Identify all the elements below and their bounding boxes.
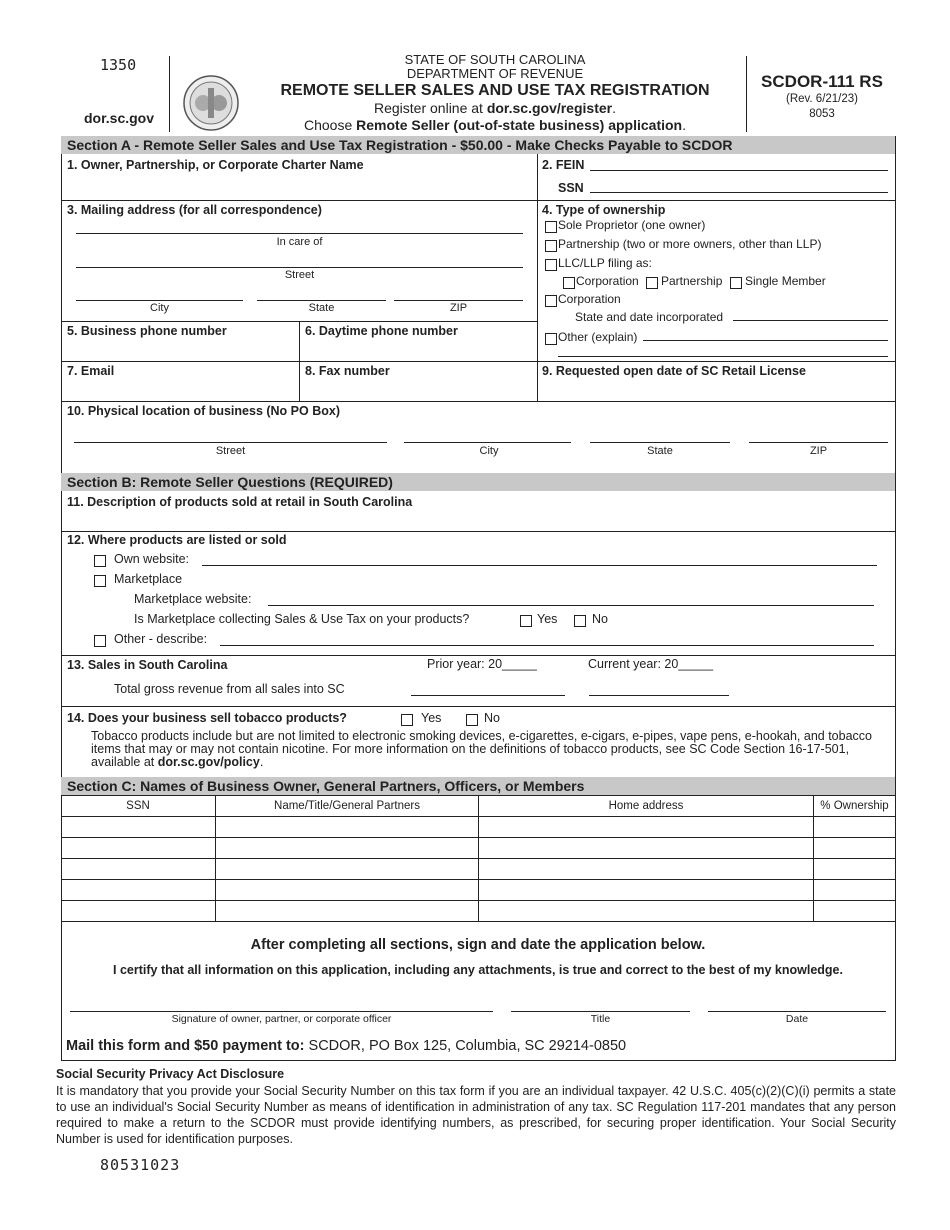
col-home-address: Home address	[479, 796, 814, 817]
revision: (Rev. 6/21/23)	[785, 93, 858, 105]
city-input[interactable]	[76, 300, 243, 301]
llc-label: LLC/LLP filing as:	[558, 256, 652, 270]
email-label: 7. Email	[67, 364, 115, 378]
street-input[interactable]	[76, 267, 523, 268]
field-3-label: 3. Mailing address (for all correspondence)	[67, 203, 322, 217]
header-department: DEPARTMENT OF REVENUE	[406, 66, 584, 81]
gross-revenue-label: Total gross revenue from all sales into SC	[114, 682, 345, 696]
signature-input[interactable]	[70, 1011, 493, 1012]
table-row	[61, 838, 895, 859]
other-describe-input[interactable]	[220, 645, 874, 646]
website: dor.sc.gov	[84, 110, 155, 126]
sole-proprietor-label: Sole Proprietor (one owner)	[558, 218, 706, 232]
sole-proprietor-checkbox[interactable]	[545, 221, 557, 233]
form-title: REMOTE SELLER SALES AND USE TAX REGISTRATION	[280, 82, 710, 99]
physical-zip-label: ZIP	[809, 445, 828, 457]
header-state: STATE OF SOUTH CAROLINA	[404, 52, 586, 67]
llc-single-member-label: Single Member	[745, 274, 826, 288]
table-row	[61, 859, 895, 880]
owners-table	[61, 795, 895, 922]
other-ownership-input[interactable]	[643, 340, 888, 341]
in-care-of-input[interactable]	[76, 233, 523, 234]
choose-line: Choose Remote Seller (out-of-state business) application.	[304, 117, 686, 133]
fein-label: 2. FEIN	[542, 158, 585, 172]
llc-partnership-label: Partnership	[661, 274, 723, 288]
marketplace-website-label: Marketplace website:	[134, 592, 252, 606]
state-input[interactable]	[257, 300, 386, 301]
partnership-label: Partnership (two or more owners, other than LLP)	[558, 237, 822, 251]
sales-sc-label: 13. Sales in South Carolina	[67, 658, 228, 672]
state-date-incorporated-label: State and date incorporated	[575, 310, 724, 324]
fein-input[interactable]	[590, 170, 888, 171]
sign-instruction: After completing all sections, sign and date the application below.	[250, 937, 706, 953]
physical-zip-input[interactable]	[749, 442, 888, 443]
own-website-checkbox[interactable]	[94, 555, 106, 567]
table-row	[61, 817, 895, 838]
other-ownership-label: Other (explain)	[558, 330, 638, 344]
corporation-label: Corporation	[558, 292, 621, 306]
tobacco-yes-label: Yes	[421, 711, 442, 725]
llc-corporation-checkbox[interactable]	[563, 277, 575, 289]
signature-label: Signature of owner, partner, or corporate officer	[171, 1013, 392, 1025]
state-label: State	[308, 302, 335, 314]
in-care-of-label: In care of	[276, 236, 323, 248]
tobacco-no-label: No	[484, 711, 500, 725]
certify-statement: I certify that all information on this application, including any attachments, is true and correct to the best of my knowledge.	[113, 963, 843, 977]
privacy-text: It is mandatory that you provide your Social Security Number on this tax form if you are an individual taxpayer. 42 U.S.C. 405(c)(2)(C)(i) permits a state to use an individual's Social Security Number as means of identification in administration of any tax. SC Regulation 117-201 mandates that any person required to make a return to the SCDOR must provide identifying numbers, as prescribed, for securing proper identification. Your Social Security Number is used for identification purposes.	[56, 1084, 896, 1146]
other-describe-checkbox[interactable]	[94, 635, 106, 647]
date-label: Date	[785, 1013, 809, 1025]
tobacco-question-label: 14. Does your business sell tobacco products?	[67, 711, 347, 725]
current-year-revenue-input[interactable]	[589, 695, 729, 696]
owners-table-header	[61, 796, 895, 817]
register-url[interactable]: dor.sc.gov/register	[486, 100, 613, 116]
state-seal-icon	[182, 74, 240, 132]
title-label: Title	[590, 1013, 611, 1025]
field-1-label: 1. Owner, Partnership, or Corporate Charter Name	[67, 158, 364, 172]
marketplace-no-label: No	[592, 612, 608, 626]
fax-label: 8. Fax number	[305, 364, 390, 378]
zip-input[interactable]	[394, 300, 523, 301]
physical-street-label: Street	[215, 445, 246, 457]
where-sold-label: 12. Where products are listed or sold	[67, 533, 287, 547]
table-row	[61, 901, 895, 922]
daytime-phone-label: 6. Daytime phone number	[305, 324, 458, 338]
footer-code: 80531023	[100, 1156, 181, 1174]
own-website-input[interactable]	[202, 565, 877, 566]
tobacco-policy-url[interactable]: dor.sc.gov/policy	[157, 755, 260, 769]
own-website-label: Own website:	[114, 552, 190, 566]
field-4-label: 4. Type of ownership	[542, 203, 666, 217]
mail-instruction: Mail this form and $50 payment to: SCDOR, PO Box 125, Columbia, SC 29214-0850	[66, 1038, 627, 1054]
form-code: 8053	[809, 108, 835, 120]
physical-state-input[interactable]	[590, 442, 730, 443]
date-input[interactable]	[708, 1011, 886, 1012]
physical-city-input[interactable]	[404, 442, 571, 443]
title-input[interactable]	[511, 1011, 690, 1012]
current-year-label: Current year: 20_____	[588, 657, 714, 671]
physical-city-label: City	[479, 445, 499, 457]
physical-state-label: State	[647, 445, 673, 457]
marketplace-no-checkbox[interactable]	[574, 615, 586, 627]
llc-single-member-checkbox[interactable]	[730, 277, 742, 289]
other-describe-label: Other - describe:	[114, 632, 208, 646]
physical-location-label: 10. Physical location of business (No PO Box)	[67, 404, 340, 418]
business-phone-label: 5. Business phone number	[67, 324, 227, 338]
ssn-input[interactable]	[590, 192, 888, 193]
header-divider-right	[746, 56, 747, 132]
marketplace-yes-checkbox[interactable]	[520, 615, 532, 627]
privacy-title: Social Security Privacy Act Disclosure	[56, 1067, 285, 1081]
col-name: Name/Title/General Partners	[216, 796, 479, 817]
col-ownership: % Ownership	[814, 796, 896, 817]
zip-label: ZIP	[449, 302, 468, 314]
state-date-incorporated-input[interactable]	[733, 320, 888, 321]
tobacco-no-checkbox[interactable]	[466, 714, 478, 726]
corporation-checkbox[interactable]	[545, 295, 557, 307]
header-divider-left	[169, 56, 170, 132]
tobacco-yes-checkbox[interactable]	[401, 714, 413, 726]
table-row	[61, 880, 895, 901]
marketplace-website-input[interactable]	[268, 605, 874, 606]
form-number: SCDOR-111 RS	[761, 72, 883, 91]
prior-year-revenue-input[interactable]	[411, 695, 565, 696]
other-ownership-checkbox[interactable]	[545, 333, 557, 345]
llc-corporation-label: Corporation	[576, 274, 639, 288]
marketplace-yes-label: Yes	[537, 612, 558, 626]
tobacco-definition: Tobacco products include but are not limited to electronic smoking devices, e-cigarettes, e-cigars, e-pipes, vape pens, e-hookah, and tobacco items that may or may not contain nicotine. For more information on the definitions of tobacco products, see SC Code Section 16-17-501, available at dor.sc.gov/policy.	[91, 729, 872, 769]
section-c-title: Section C: Names of Business Owner, General Partners, Officers, or Members	[61, 777, 895, 795]
section-b-title: Section B: Remote Seller Questions (REQUIRED)	[61, 473, 895, 491]
other-ownership-input-2[interactable]	[558, 356, 888, 357]
ssn-label: SSN	[558, 181, 584, 195]
form-id: 1350	[100, 56, 137, 74]
section-a-title: Section A - Remote Seller Sales and Use Tax Registration - $50.00 - Make Checks Payable to SCDOR	[61, 136, 895, 154]
city-label: City	[150, 302, 169, 314]
llc-checkbox[interactable]	[545, 259, 557, 271]
open-date-label: 9. Requested open date of SC Retail License	[542, 364, 806, 378]
marketplace-label: Marketplace	[114, 572, 183, 586]
street-label: Street	[284, 269, 315, 281]
register-line: Register online at dor.sc.gov/register.	[373, 100, 616, 116]
col-ssn: SSN	[61, 796, 216, 817]
llc-partnership-checkbox[interactable]	[646, 277, 658, 289]
prior-year-label: Prior year: 20_____	[427, 657, 537, 671]
marketplace-collecting-label: Is Marketplace collecting Sales & Use Tax on your products?	[134, 612, 470, 626]
physical-street-input[interactable]	[74, 442, 387, 443]
partnership-checkbox[interactable]	[545, 240, 557, 252]
products-description-label: 11. Description of products sold at retail in South Carolina	[67, 495, 413, 509]
marketplace-checkbox[interactable]	[94, 575, 106, 587]
